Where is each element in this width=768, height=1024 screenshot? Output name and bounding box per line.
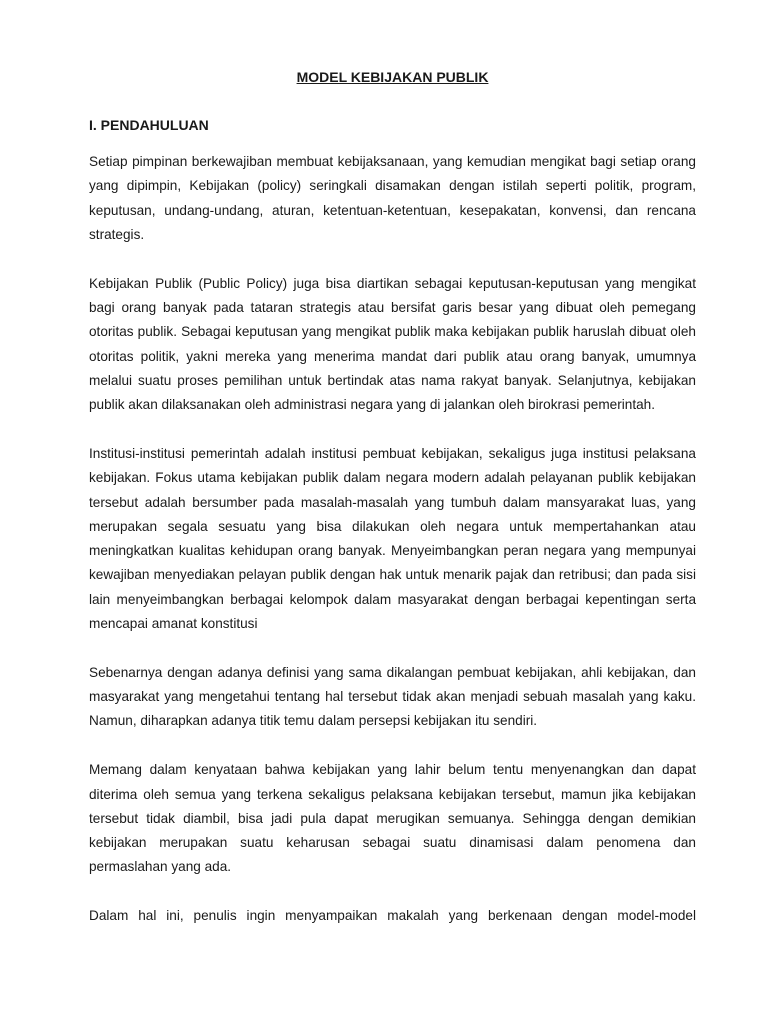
paragraph: Setiap pimpinan berkewajiban membuat kebijaksanaan, yang kemudian mengikat bagi setiap orang yang dipimpin, Kebijakan (policy) seringkali disamakan dengan istilah seperti politik, program, keputusan, undang-undang, aturan, ketentuan-ketentuan, kesepakatan, konvensi, dan rencana strategis.	[89, 154, 696, 242]
paragraph: Dalam hal ini, penulis ingin menyampaikan makalah yang berkenaan dengan model-model	[89, 908, 696, 924]
document-title: MODEL KEBIJAKAN PUBLIK	[296, 69, 489, 85]
paragraph: Sebenarnya dengan adanya definisi yang sama dikalangan pembuat kebijakan, ahli kebijakan, dan masyarakat yang mengetahui tentang hal tersebut tidak akan menjadi sebuah masalah yang kaku. Namun, diharapkan adanya titik temu dalam persepsi kebijakan itu sendiri.	[89, 664, 696, 729]
paragraph: Kebijakan Publik (Public Policy) juga bisa diartikan sebagai keputusan-keputusan yang mengikat bagi orang banyak pada tataran strategis atau bersifat garis besar yang dibuat oleh pemegang otoritas publik. Sebagai keputusan yang mengikat publik maka kebijakan publik haruslah dibuat oleh otoritas politik, yakni mereka yang menerima mandat dari publik atau orang banyak, umumnya melalui suatu proses pemilihan untuk bertindak atas nama rakyat banyak. Selanjutnya, kebijakan publik akan dilaksanakan oleh administrasi negara yang di jalankan oleh birokrasi pemerintah.	[89, 275, 696, 413]
paragraph: Institusi-institusi pemerintah adalah institusi pembuat kebijakan, sekaligus juga institusi pelaksana kebijakan. Fokus utama kebijakan publik dalam negara modern adalah pelayanan publik kebijakan tersebut adalah bersumber pada masalah-masalah yang tumbuh dalam mansyarakat luas, yang merupakan segala sesuatu yang bisa dilakukan oleh negara untuk mempertahankan atau meningkatkan kualitas kehidupan orang banyak. Menyeimbangkan peran negara yang mempunyai kewajiban menyediakan pelayan publik dengan hak untuk menarik pajak dan retribusi; dan pada sisi lain menyeimbangkan berbagai kelompok dalam masyarakat dengan berbagai kepentingan serta mencapai amanat konstitusi	[89, 445, 696, 632]
paragraph: Memang dalam kenyataan bahwa kebijakan yang lahir belum tentu menyenangkan dan dapat diterima oleh semua yang terkena sekaligus pelaksana kebijakan tersebut, mamun jika kebijakan tersebut tidak diambil, bisa jadi pula dapat merugikan semuanya. Sehingga dengan demikian kebijakan merupakan suatu keharusan sebagai suatu dinamisasi dalam penomena dan permaslahan yang ada.	[89, 762, 696, 875]
section-heading: I. PENDAHULUAN	[89, 117, 209, 133]
